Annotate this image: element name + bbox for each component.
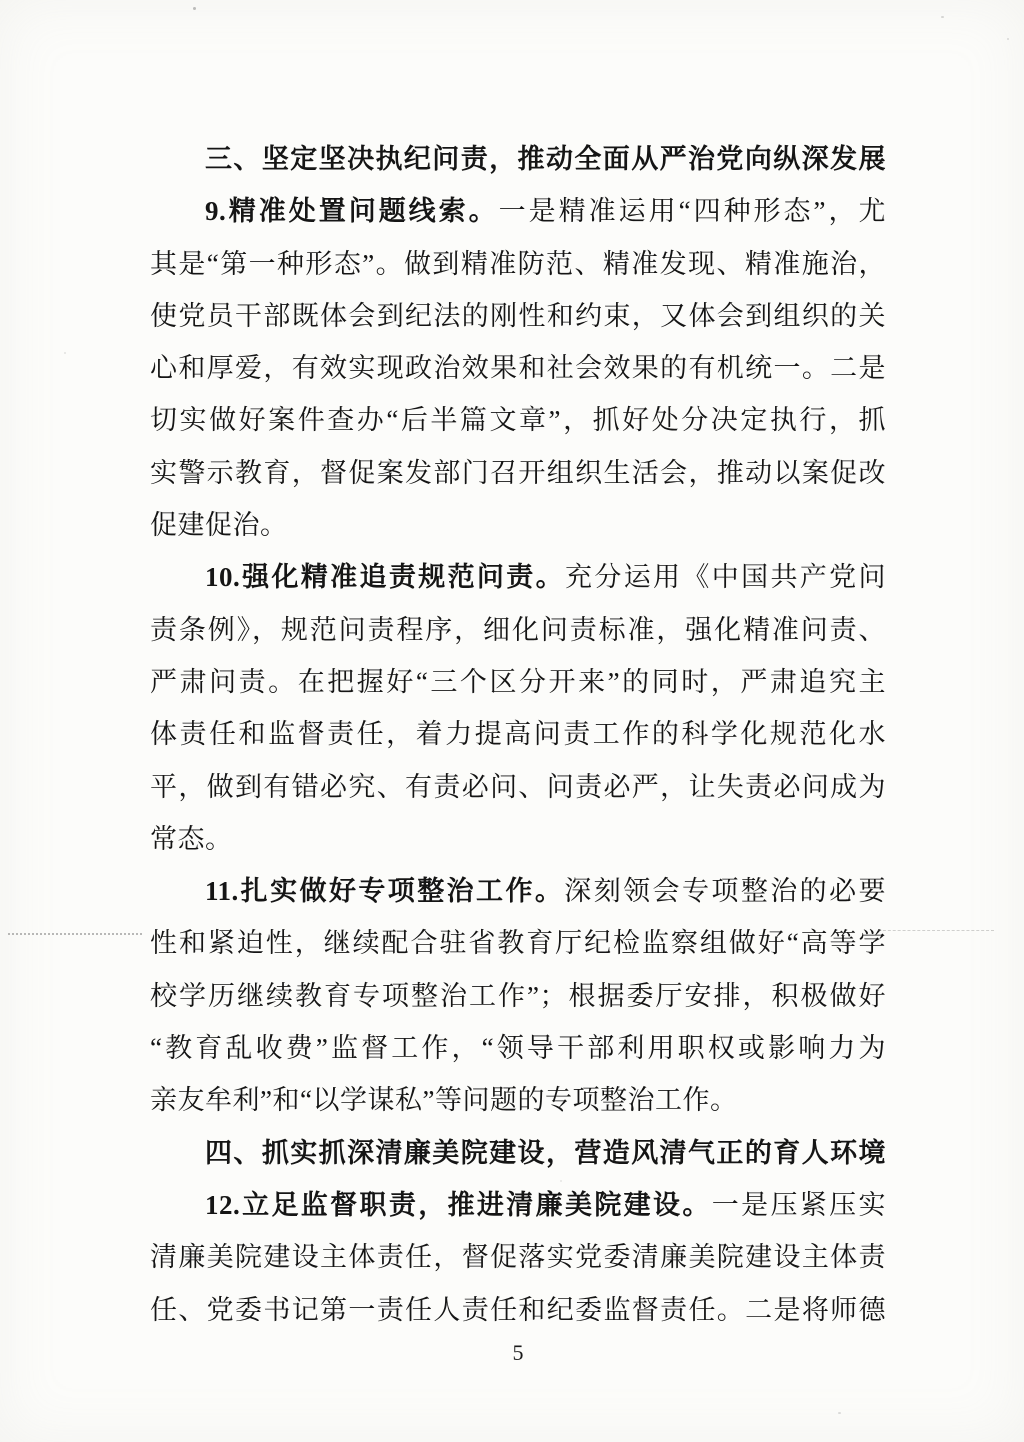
text-line: 促建促治。 <box>150 510 288 541</box>
item-9-lead: 9.精准处置问题线索。 <box>205 196 499 227</box>
text-line: 亲友牟利”和“以学谋私”等问题的专项整治工作。 <box>150 1085 738 1116</box>
heading-text: 三、坚定坚决执纪问责，推动全面从严治党向纵深发展 <box>205 144 886 174</box>
page-number: 5 <box>512 1340 524 1365</box>
text-line: 深刻领会专项整治的必要 <box>564 876 886 907</box>
text-line: 任、党委书记第一责任人责任和纪委监督责任。二是将师德 <box>150 1294 886 1325</box>
document-body <box>150 133 886 1336</box>
text-line: 校学历继续教育专项整治工作”；根据委厅安排，积极做好 <box>150 980 886 1011</box>
section-heading-3 <box>150 133 886 185</box>
scan-artifact-line-right <box>878 930 994 931</box>
text-line: 切实做好案件查办“后半篇文章”，抓好处分决定执行，抓 <box>150 405 886 436</box>
paragraph-12-line <box>150 1179 886 1231</box>
text-line: 清廉美院建设主体责任，督促落实党委清廉美院建设主体责 <box>150 1242 886 1273</box>
text-line: 心和厚爱，有效实现政治效果和社会效果的有机统一。二是 <box>150 353 886 384</box>
paragraph-11-line <box>150 865 886 917</box>
item-12-lead: 12.立足监督职责，推进清廉美院建设。 <box>205 1189 712 1220</box>
item-11-lead: 11.扎实做好专项整治工作。 <box>205 876 565 907</box>
scan-artifact-line-left <box>8 933 142 935</box>
text-line: 其是“第一种形态”。做到精准防范、精准发现、精准施治， <box>150 248 886 279</box>
paragraph-10-line <box>150 551 886 603</box>
text-line: 常态。 <box>150 823 233 854</box>
section-heading-4 <box>150 1127 886 1179</box>
text-line: 实警示教育，督促案发部门召开组织生活会，推动以案促改 <box>150 457 886 488</box>
text-line: 严肃问责。在把握好“三个区分开来”的同时，严肃追究主 <box>150 666 886 697</box>
text-line: 责条例》，规范问责程序，细化问责标准，强化精准问责、 <box>150 614 886 645</box>
heading-text: 四、抓实抓深清廉美院建设，营造风清气正的育人环境 <box>205 1137 886 1168</box>
text-line: 充分运用《中国共产党问 <box>564 562 887 593</box>
text-line: “教育乱收费”监督工作，“领导干部利用职权或影响力为 <box>150 1033 886 1064</box>
item-10-lead: 10.强化精准追责规范问责。 <box>205 562 565 593</box>
text-line: 体责任和监督责任，着力提高问责工作的科学化规范化水 <box>150 719 886 750</box>
text-line: 使党员干部既体会到纪法的刚性和约束，又体会到组织的关 <box>150 300 886 331</box>
text-line: 性和紧迫性，继续配合驻省教育厅纪检监察组做好“高等学 <box>150 928 886 959</box>
text-line: 一是压紧压实 <box>711 1189 887 1220</box>
text-line: 一是精准运用“四种形态”，尤 <box>498 196 886 227</box>
paragraph-9-line <box>150 185 886 237</box>
text-line: 平，做到有错必究、有责必问、问责必严，让失责必问成为 <box>150 771 886 802</box>
